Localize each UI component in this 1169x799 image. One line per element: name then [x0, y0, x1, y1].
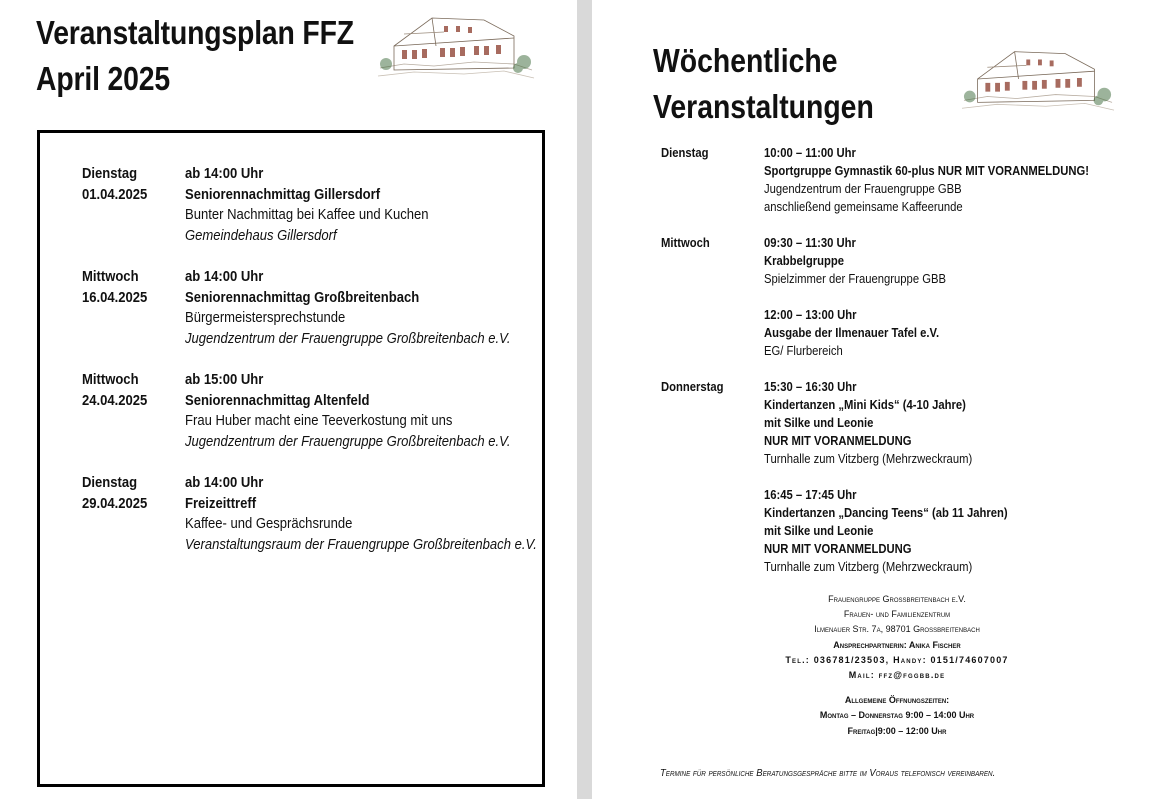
event-description: Bunter Nachmittag bei Kaffee und Kuchen	[185, 207, 429, 224]
footer-address: Ilmenauer Str. 7a, 98701 Großbreitenbach	[814, 624, 980, 635]
weekly-time: 12:00 – 13:00 Uhr	[764, 308, 857, 322]
appointment-note: Termine für persönliche Beratungsgespräche bitte im Voraus telefonisch vereinbaren.	[660, 767, 996, 779]
event-date: 16.04.2025	[82, 289, 148, 306]
opening-hours-title: Allgemeine Öffnungszeiten:	[844, 695, 950, 706]
page-gutter	[577, 0, 592, 799]
building-sketch-image	[955, 40, 1121, 116]
event-day: Dienstag	[82, 475, 138, 491]
event-location: Gemeindehaus Gillersdorf	[185, 227, 337, 244]
event-location: Jugendzentrum der Frauengruppe Großbreitenbach e.V.	[185, 330, 511, 347]
footer-center: Frauen- und Familienzentrum	[843, 609, 951, 620]
weekly-title: Krabbelgruppe	[764, 254, 845, 268]
event-time: ab 14:00 Uhr	[185, 166, 264, 182]
weekly-time: 10:00 – 11:00 Uhr	[764, 146, 856, 160]
footer-phone: Tel.: 036781/23503, Handy: 0151/74607007	[785, 654, 1009, 665]
title-line-2: Veranstaltungen	[653, 88, 874, 125]
weekly-time: 15:30 – 16:30 Uhr	[764, 380, 857, 394]
footer-organisation: Frauengruppe Großbreitenbach e.V.	[828, 594, 966, 604]
event-day: Mittwoch	[82, 372, 139, 388]
weekly-time: 09:30 – 11:30 Uhr	[764, 236, 856, 250]
opening-hours-weekdays: Montag – Donnerstag 9:00 – 14:00 Uhr	[819, 710, 975, 721]
weekly-location: EG/ Flurbereich	[764, 344, 843, 358]
weekly-note: anschließend gemeinsame Kaffeerunde	[764, 200, 963, 214]
page-title	[653, 38, 874, 130]
weekly-leaders: mit Silke und Leonie	[764, 524, 874, 538]
event-time: ab 15:00 Uhr	[185, 372, 264, 388]
footer-contact-person: Ansprechpartnerin: Anika Fischer	[833, 639, 961, 650]
event-description: Frau Huber macht eine Teeverkostung mit uns	[185, 413, 453, 430]
event-date: 24.04.2025	[82, 392, 148, 409]
weekly-title: Sportgruppe Gymnastik 60-plus NUR MIT VORANMELDUNG!	[764, 164, 1090, 178]
title-line-2: April 2025	[36, 60, 170, 97]
title-line-1: Veranstaltungsplan FFZ	[36, 14, 354, 51]
weekly-time: 16:45 – 17:45 Uhr	[764, 488, 857, 502]
event-title: Seniorennachmittag Altenfeld	[185, 392, 370, 409]
event-time: ab 14:00 Uhr	[185, 475, 264, 491]
event-location: Veranstaltungsraum der Frauengruppe Großbreitenbach e.V.	[185, 536, 537, 553]
weekly-day: Donnerstag	[661, 380, 724, 394]
footer-mail: Mail: ffz@fggbb.de	[848, 670, 946, 681]
weekly-title: Kindertanzen „Dancing Teens“ (ab 11 Jahren)	[764, 506, 1008, 520]
weekly-day: Dienstag	[661, 146, 709, 160]
left-page	[0, 0, 577, 799]
event-title: Freizeittreff	[185, 495, 257, 512]
event-day: Mittwoch	[82, 269, 139, 285]
event-day: Dienstag	[82, 166, 138, 182]
contact-footer	[672, 592, 1122, 739]
weekly-registration: NUR MIT VORANMELDUNG	[764, 434, 912, 448]
opening-hours-friday: Freitag|9:00 – 12:00 Uhr	[847, 725, 947, 736]
weekly-title: Kindertanzen „Mini Kids“ (4-10 Jahre)	[764, 398, 966, 412]
right-page	[592, 0, 1169, 799]
events-box	[37, 130, 545, 787]
weekly-day: Mittwoch	[661, 236, 710, 250]
event-location: Jugendzentrum der Frauengruppe Großbreitenbach e.V.	[185, 433, 511, 450]
event-date: 01.04.2025	[82, 186, 148, 203]
event-description: Bürgermeistersprechstunde	[185, 310, 346, 327]
event-title: Seniorennachmittag Gillersdorf	[185, 186, 381, 203]
weekly-leaders: mit Silke und Leonie	[764, 416, 874, 430]
weekly-location: Spielzimmer der Frauengruppe GBB	[764, 272, 946, 286]
event-date: 29.04.2025	[82, 495, 148, 512]
event-time: ab 14:00 Uhr	[185, 269, 264, 285]
weekly-location: Turnhalle zum Vitzberg (Mehrzweckraum)	[764, 452, 973, 466]
title-line-1: Wöchentliche	[653, 42, 838, 79]
event-description: Kaffee- und Gesprächsrunde	[185, 516, 353, 533]
page-title	[36, 10, 354, 102]
building-sketch-image	[374, 6, 538, 84]
weekly-location: Jugendzentrum der Frauengruppe GBB	[764, 182, 962, 196]
weekly-title: Ausgabe der Ilmenauer Tafel e.V.	[764, 326, 940, 340]
weekly-location: Turnhalle zum Vitzberg (Mehrzweckraum)	[764, 560, 973, 574]
event-title: Seniorennachmittag Großbreitenbach	[185, 289, 420, 306]
weekly-registration: NUR MIT VORANMELDUNG	[764, 542, 912, 556]
